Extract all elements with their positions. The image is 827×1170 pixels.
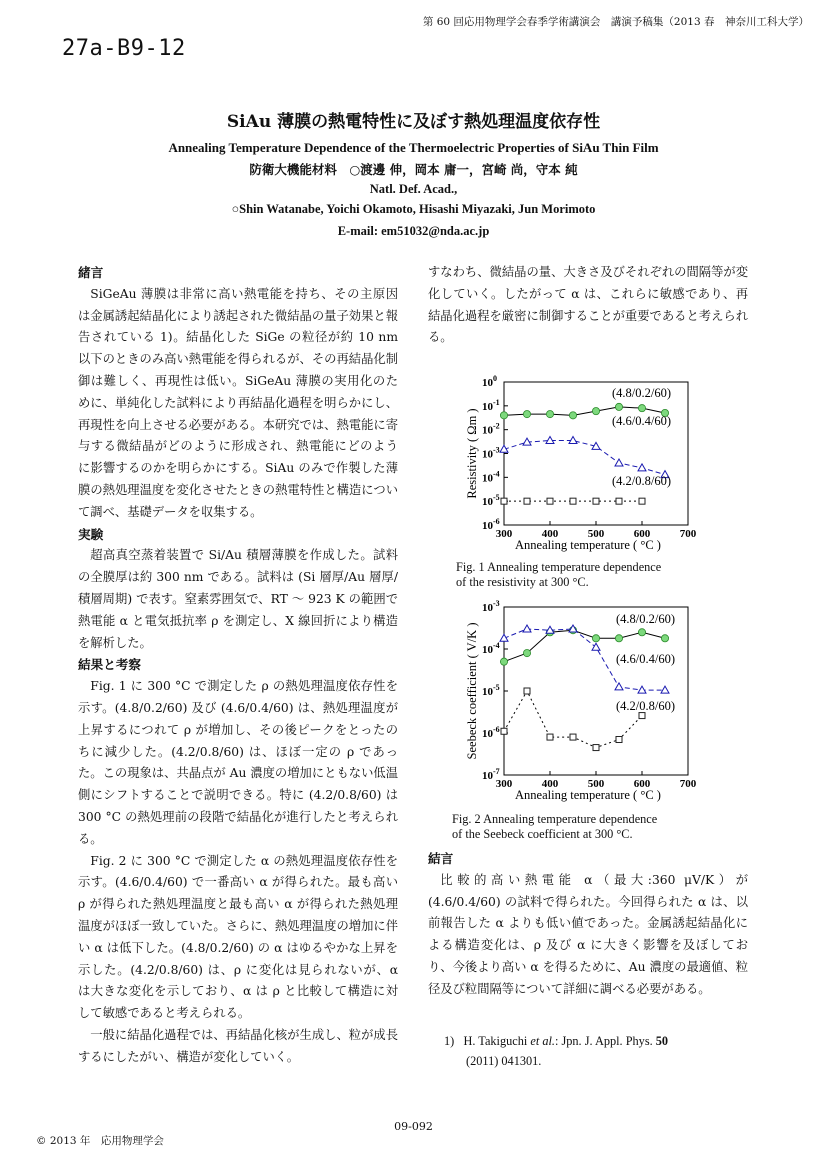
data-point-circle <box>523 649 530 656</box>
data-point-triangle <box>615 459 623 466</box>
data-point-square <box>616 737 622 743</box>
y-tick-label: $10^{-2}$ <box>482 421 500 437</box>
series-label: (4.8/0.2/60) <box>612 386 672 400</box>
ref-volume: 50 <box>655 1034 669 1048</box>
fig2-caption-line2: of the Seebeck coefficient at 300 °C. <box>452 827 633 841</box>
y-tick-label: $10^{-4}$ <box>482 641 500 656</box>
x-tick-label: 700 <box>679 528 697 540</box>
data-point-circle <box>523 410 530 417</box>
data-point-circle <box>500 412 507 419</box>
ref-authors: H. Takiguchi <box>463 1034 528 1048</box>
y-axis-label: Seebeck coefficient ( V/K ) <box>465 622 479 760</box>
y-tick-label: $10^{-4}$ <box>482 469 500 485</box>
series-label: (4.8/0.2/60) <box>616 612 676 626</box>
x-tick-label: 700 <box>679 778 697 790</box>
data-point-square <box>639 713 645 719</box>
email: E-mail: em51032@nda.ac.jp <box>337 224 490 238</box>
conclusion-heading: 結言 <box>428 851 454 866</box>
series-label: (4.6/0.4/60) <box>612 414 672 428</box>
copyright: © 2013 年 応用物理学会 <box>36 1135 164 1147</box>
fig2-seebeck-chart <box>440 595 710 810</box>
results-heading: 結果と考察 <box>78 657 141 673</box>
x-tick-label: 400 <box>541 528 559 540</box>
ref-etal: et al. <box>530 1034 555 1048</box>
data-point-circle <box>661 635 668 642</box>
results-paragraph-3: 一般に結晶化過程では、再結晶化核が生成し、粒が成長するにしたがい、構造が変化していく。 <box>78 1027 398 1064</box>
data-point-triangle <box>500 634 508 641</box>
intro-heading: 緒言 <box>78 265 104 280</box>
y-tick-label: $10^{-7}$ <box>482 767 500 782</box>
fig1-caption-line1: Fig. 1 Annealing temperature dependence <box>456 560 662 574</box>
exp-heading: 実験 <box>78 526 104 542</box>
data-point-circle <box>638 405 645 412</box>
left-column <box>78 262 398 1068</box>
fig2-caption-line1: Fig. 2 Annealing temperature dependence <box>452 812 658 826</box>
exp-text: 超高真空蒸着装置で Si/Au 積層薄膜を作成した。試料の全膜厚は約 300 nm である。試料は (Si 層厚/Au 層厚/積層周期) で表す。窒素雰囲気で、RT ～ 923 K の範囲で熱電能 α と電気抵抗率 ρ を測定し、X 線回折により構造を解析した。 <box>78 548 398 650</box>
ref-number: 1) <box>444 1034 455 1048</box>
y-tick-label: $10^{-6}$ <box>482 725 500 740</box>
conference-header: 第 60 回応用物理学会春季学術講演会 講演予稿集（2013 春 神奈川工科大学） <box>422 16 809 28</box>
series-label: (4.2/0.8/60) <box>612 474 672 488</box>
series-label: (4.6/0.4/60) <box>616 652 676 666</box>
data-point-square <box>524 688 530 694</box>
fig1-resistivity-chart <box>440 370 710 565</box>
conclusion-text: 比較的高い熱電能 α（最大:360 μV/K）が (4.6/0.4/60) の試料で得られた。今回得られた α は、以前報告した α よりも低い値であった。金属誘起結晶化による構造変化は、ρ 及び α に大きく影響を及ぼしており、今後より高い α を得るために、Au 濃度の最適値、粒径及び粒間隔等について詳細に調べる必要がある。 <box>428 872 748 996</box>
data-point-square <box>593 498 599 504</box>
paper-id: 27a-B9-12 <box>62 36 186 61</box>
x-axis-label: Annealing temperature ( °C ) <box>515 788 661 802</box>
page-number: 09-092 <box>394 1120 433 1133</box>
data-point-square <box>547 734 553 740</box>
ref-year-page: (2011) 041301. <box>466 1054 542 1068</box>
fig2-caption <box>452 812 657 842</box>
x-tick-label: 500 <box>587 528 605 540</box>
data-point-square <box>547 498 553 504</box>
paper-title-en: Annealing Temperature Dependence of the Thermoelectric Properties of SiAu Thin Film <box>168 140 659 155</box>
data-point-circle <box>592 635 599 642</box>
right-column-top <box>428 262 748 349</box>
data-point-triangle <box>615 683 623 690</box>
paper-title-ja: SiAu 薄膜の熱電特性に及ぼす熱処理温度依存性 <box>226 112 601 132</box>
data-point-triangle <box>592 643 600 650</box>
data-point-triangle <box>523 625 531 632</box>
x-tick-label: 600 <box>633 528 651 540</box>
y-tick-label: $10^0$ <box>482 374 497 389</box>
results-paragraph-2: Fig. 2 に 300 °C で測定した α の熱処理温度依存性を示す。(4.6/0.4/60) で一番高い α が得られた。最も高い ρ が得られた熱処理温度と最も高い α が得られた熱処理温度がほぼ一致していた。さらに、熱処理温度の増加に伴い α は低下した。(4.8/0.2/60) の α はゆるやかな上昇を示した。(4.2/0.8/60) は、ρ に変化は見られないが、α は大きな変化を示しており、α は ρ と比較して構造に対して敏感であると考えられる。 <box>78 853 398 1021</box>
x-tick-label: 300 <box>495 778 513 790</box>
data-point-circle <box>615 403 622 410</box>
y-tick-label: $10^{-1}$ <box>482 397 500 413</box>
series-label: (4.2/0.8/60) <box>616 699 676 713</box>
data-point-square <box>616 498 622 504</box>
results-paragraph-1: Fig. 1 に 300 °C で測定した ρ の熱処理温度依存性を示す。(4.8/0.2/60) 及び (4.6/0.4/60) は、熱処理温度が上昇するにつれて ρ が増加し、その後ピークをとったのちに減少した。(4.2/0.8/60) は、ほぼ一定の ρ であった。この現象は、共晶点が Au 濃度の増加にともない低温側にシフトすることで説明できる。特に (4.2/0.8/60) は 300 °C の熱処理前の段階で結晶化が進行したと考えられる。 <box>78 679 398 846</box>
data-point-square <box>593 745 599 751</box>
reference-1 <box>444 1031 750 1071</box>
y-tick-label: $10^{-5}$ <box>482 493 500 509</box>
data-point-circle <box>569 412 576 419</box>
intro-text: SiGeAu 薄膜は非常に高い熱電能を持ち、その主原因は金属誘起結晶化により誘起された微結晶の量子効果と報告されている 1)。結晶化した SiGe の粒径が約 10 nm 以下のときのみ高い熱電能を得られるが、その再結晶化制御は難しく、再現性は低い。SiGeAu 薄膜の実用化のために、単純化した試料により再結晶化過程を明らかにし、再現性を向上させる必要がある。本研究では、熱電能に寄与する微結晶がどのように形成され、熱電能にどのように影響するのかを明らかにする。SiAu のみで作製した薄膜の熱処理温度を変化させたときの熱電特性と構造について調べ、基礎データを収集する。 <box>78 286 398 519</box>
data-point-square <box>501 728 507 734</box>
authors-en: ○Shin Watanabe, Yoichi Okamoto, Hisashi Miyazaki, Jun Morimoto <box>231 202 596 216</box>
y-tick-label: $10^{-6}$ <box>482 517 500 532</box>
results-paragraph-4: すなわち、微結晶の量、大きさ及びそれぞれの間隔等が変化していく。したがって α は、これらに敏感であり、再結晶化過程を厳密に制御することが重要であると考えられる。 <box>428 265 748 345</box>
data-point-square <box>570 734 576 740</box>
data-point-square <box>524 498 530 504</box>
x-tick-label: 300 <box>495 528 513 540</box>
fig1-caption-line2: of the resistivity at 300 °C. <box>456 575 589 589</box>
data-point-triangle <box>638 464 646 471</box>
x-tick-label: 500 <box>587 778 605 790</box>
data-point-square <box>639 498 645 504</box>
fig1-caption <box>456 560 661 590</box>
conclusion-section <box>428 848 748 1001</box>
data-point-square <box>501 498 507 504</box>
x-tick-label: 600 <box>633 778 651 790</box>
y-tick-label: $10^{-5}$ <box>482 683 500 698</box>
x-axis-label: Annealing temperature ( °C ) <box>515 538 661 552</box>
data-point-square <box>570 498 576 504</box>
data-point-circle <box>500 658 507 665</box>
affiliation-en: Natl. Def. Acad., <box>369 182 458 196</box>
data-point-circle <box>638 629 645 636</box>
y-tick-label: $10^{-3}$ <box>482 599 500 614</box>
ref-journal: : Jpn. J. Appl. Phys. <box>554 1034 653 1048</box>
data-point-triangle <box>661 686 669 693</box>
data-point-circle <box>592 408 599 415</box>
data-point-circle <box>615 635 622 642</box>
data-point-circle <box>546 410 553 417</box>
y-axis-label: Resistivity ( Ωm ) <box>465 408 479 499</box>
x-tick-label: 400 <box>541 778 559 790</box>
y-tick-label: $10^{-3}$ <box>482 445 500 461</box>
authors-ja: 防衛大機能材料 ○渡邊 伸，岡本 庸一，宮崎 尚，守本 純 <box>249 162 578 177</box>
